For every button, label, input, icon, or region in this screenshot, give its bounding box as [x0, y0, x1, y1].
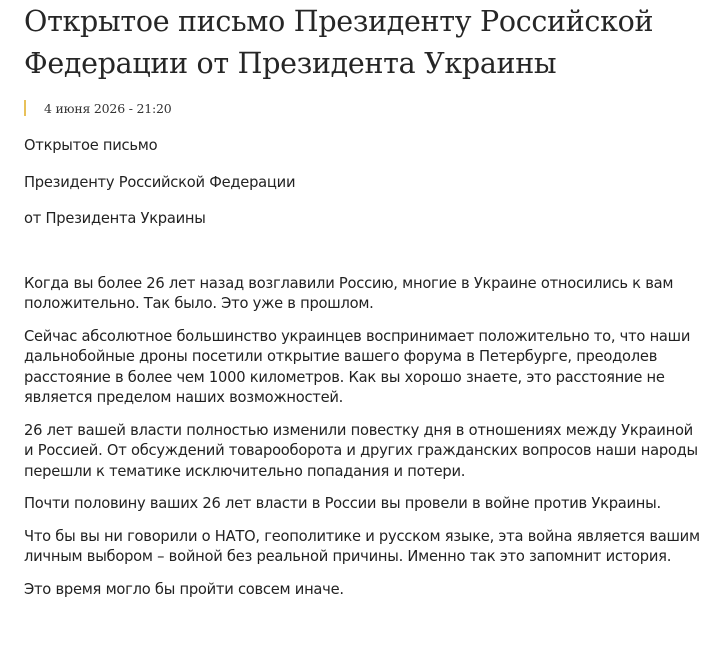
- paragraph: Что бы вы ни говорили о НАТО, геополитике и русском языке, эта война является вашим личным выбором – войной без реальной причины. Именно так это запомнит история.: [24, 527, 700, 565]
- address-line: Президенту Российской Федерации: [24, 173, 296, 191]
- article-body: [24, 136, 700, 612]
- accent-bar: [24, 100, 26, 116]
- paragraph: Это время могло бы пройти совсем иначе.: [24, 580, 344, 598]
- address-line: от Президента Украины: [24, 210, 206, 227]
- address-line: Открытое письмо: [24, 137, 158, 154]
- paragraph: Сейчас абсолютное большинство украинцев воспринимает положительно то, что наши дальнобойные дроны посетили открытие вашего форума в Петербурге, преодолев расстояние в более чем 1000 километров. Как вы хорошо знаете, это расстояние не является пределом наших возможностей.: [24, 327, 691, 406]
- paragraph: 26 лет вашей власти полностью изменили повестку дня в отношениях между Украиной и Россией. От обсуждений товарооборота и других гражданских вопросов наши народы перешли к тематике исключительно попадания и потери.: [24, 421, 698, 480]
- article-meta: [24, 98, 172, 118]
- publish-date: 4 июня 2026 - 21:20: [44, 100, 172, 116]
- article-title: Открытое письмо Президенту Российской Федерации от Президента Украины: [24, 5, 654, 80]
- paragraph: Когда вы более 26 лет назад возглавили Россию, многие в Украине относились к вам положительно. Так было. Это уже в прошлом.: [24, 274, 674, 312]
- paragraph: Почти половину ваших 26 лет власти в России вы провели в войне против Украины.: [24, 495, 661, 512]
